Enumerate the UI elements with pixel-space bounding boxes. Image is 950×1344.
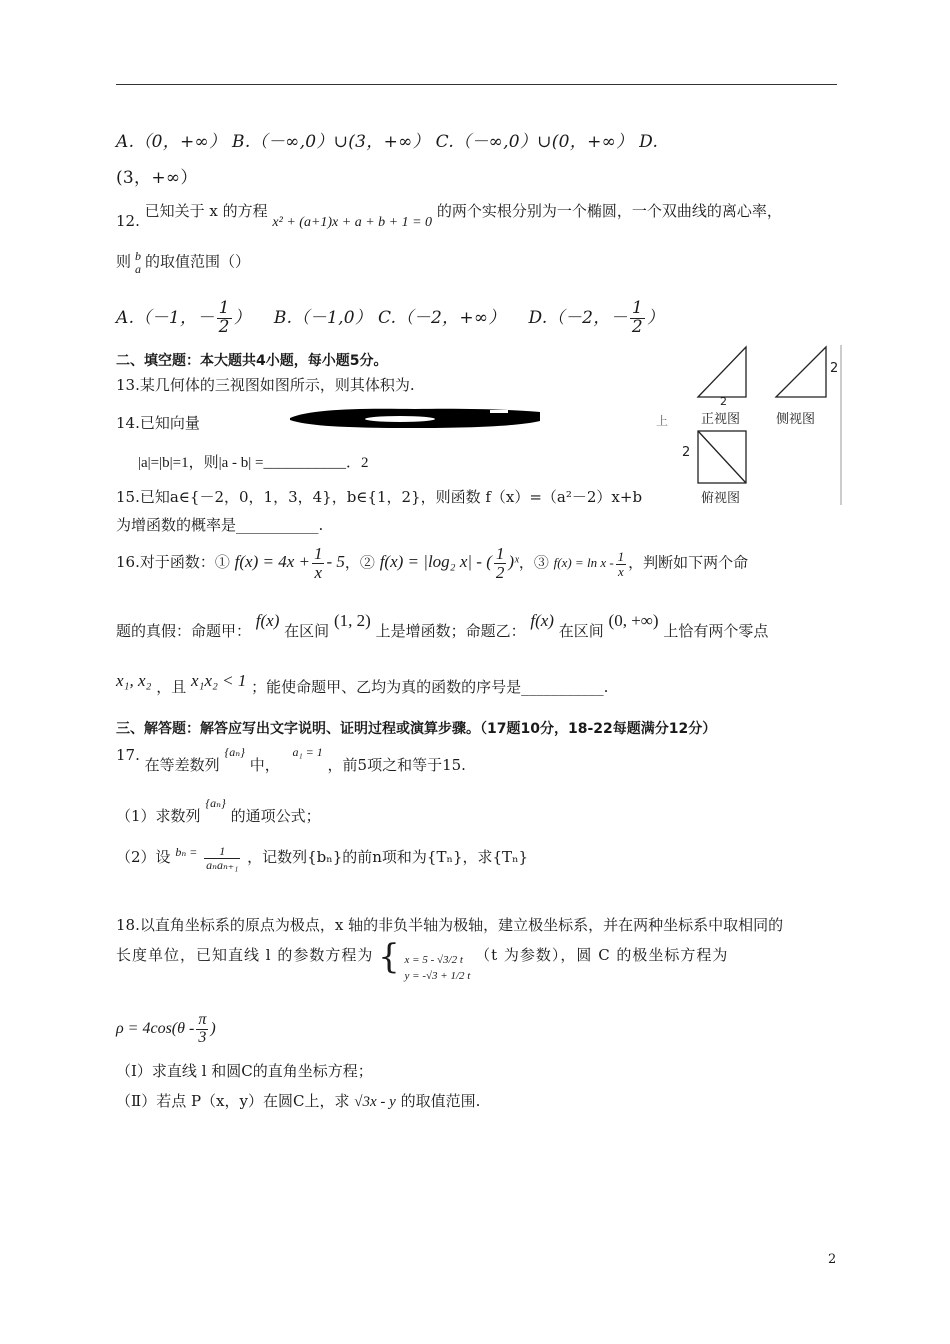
q17-bn: bₙ = [175, 845, 198, 860]
q12-line1 [116, 200, 782, 230]
q16-line2 [116, 611, 769, 641]
q12-option-b: B.（－1,0） [273, 307, 373, 328]
redacted-vector-expression [290, 407, 540, 429]
q16-zeros: x₁, x₂ [116, 671, 152, 690]
q16-func2: f(x) = |log₂ x| - ( $\frac{1}{2}$ )ˣ [379, 544, 519, 582]
q16-line1-end: ，判断如下两个命 [628, 553, 749, 572]
q12-text-pre: 已知关于 x 的方程 [144, 202, 268, 220]
page-number: 2 [828, 1252, 837, 1267]
q12-frac-den: a [135, 261, 142, 276]
q11-option-d-cont: (3，+∞） [116, 168, 198, 188]
q18-part2-b: 的取值范围. [400, 1092, 481, 1110]
q12-option-a: A.（－1，－ $\frac{1}{2}$ ） [116, 298, 252, 337]
q14-line1: 14.已知向量 [116, 414, 200, 432]
q16-fx-b: f(x) [530, 611, 554, 630]
q18-part2-expr: √3x - y [354, 1094, 396, 1110]
q18-polar-eq: ρ = 4cos(θ - $\frac{\pi}{3}$ ) [116, 1011, 216, 1046]
q17-text-b: 中， [249, 756, 280, 774]
q17-part1-seq: {aₙ} [205, 796, 226, 810]
q18-line2 [116, 937, 729, 985]
q16-interval-1: (1, 2) [333, 611, 371, 630]
q12-equation: x² + (a+1)x + a + b + 1 = 0 [272, 215, 433, 230]
q11-option-a: A.（0，+∞） [116, 132, 227, 152]
q17-part1-a: （1）求数列 [116, 807, 201, 825]
q17-seq: {aₙ} [224, 745, 245, 759]
q16-func3: f(x) = ln x - $\frac{1}{x}$ [553, 549, 625, 579]
q17-part2-a: （2）设 [116, 848, 171, 867]
q18-system-brace: { [378, 937, 400, 977]
q12-frac-num: b [135, 249, 142, 263]
q16-fx-a: f(x) [255, 611, 280, 630]
q18-system [405, 952, 471, 985]
three-view-figure [678, 345, 844, 507]
q17-part1 [116, 795, 321, 825]
section2-heading: 二、填空题：本大题共4小题，每小题5分。 [116, 353, 388, 369]
q16-and: ，且 [156, 678, 187, 696]
dim-side-right: 2 [830, 361, 839, 376]
q17-text-a: 在等差数列 [144, 756, 220, 774]
q14-line2: |a|=|b|=1，则|a - b| =___________．2 [138, 455, 369, 471]
dim-front-bottom: 2 [720, 395, 727, 408]
q17-number: 17. [116, 746, 140, 764]
q17-part2-b: ，记数列{bₙ}的前n项和为{Tₙ}，求{Tₙ} [247, 848, 529, 867]
q16-condition: x₁x₂ < 1 [191, 671, 247, 690]
q18-eq-x: x = 5 - √3/2 t [404, 953, 463, 966]
q17-line1 [116, 744, 466, 774]
q16-zeros-text: 上恰有两个零点 [663, 622, 769, 640]
q11-options-line [116, 127, 658, 152]
q12-options-line [116, 300, 664, 337]
q12-line2-pre: 则 [116, 252, 132, 271]
q16-interval-label-b: 在区间 [558, 622, 604, 640]
q17-a1: a₁ = 1 [292, 745, 323, 759]
q12-option-c: C.（－2，+∞） [377, 307, 506, 328]
q13-text: 13.某几何体的三视图如图所示，则其体积为. [116, 376, 415, 394]
q18-part2-a: （Ⅱ）若点 P（x，y）在圆C上，求 [116, 1092, 350, 1110]
section3-heading: 三、解答题：解答应写出文字说明、证明过程或演算步骤。（17题10分，18-22每题满分12分） [116, 721, 717, 737]
q15-line1: 15.已知a∈{－2，0，1，3，4}，b∈{1，2}，则函数 f（x）=（a²－2）x+b [116, 488, 643, 506]
q16-lead: 16.对于函数：① [116, 553, 230, 572]
q11-option-b: B.（－∞,0）∪(3，+∞） [232, 132, 430, 152]
q16-interval-label-a: 在区间 [284, 622, 330, 640]
q16-line3 [116, 671, 609, 697]
dim-top-left: 2 [682, 445, 691, 460]
q18-part1: （I）求直线 l 和圆C的直角坐标方程； [116, 1062, 373, 1080]
top-view-label: 俯视图 [701, 491, 741, 506]
q12-line2 [116, 250, 250, 275]
q16-sep3: ，③ [518, 553, 549, 572]
q12-text-post: 的两个实根分别为一个椭圆，一个双曲线的离心率， [436, 202, 782, 220]
q16-interval-2: (0, +∞) [608, 611, 659, 630]
q18-part2 [116, 1090, 480, 1111]
side-view-label: 侧视图 [776, 412, 816, 427]
header-rule [116, 84, 837, 85]
q11-option-c: C.（－∞,0）∪(0，+∞） [435, 132, 634, 152]
q16-sep2: ，② [344, 553, 375, 572]
q17-part1-b: 的通项公式； [230, 807, 321, 825]
q15-line2: 为增函数的概率是___________. [116, 516, 324, 534]
q12-line2-post: 的取值范围（） [145, 252, 251, 271]
q17-fraction: $\frac{1}{\text{aₙaₙ₊₁}}$ [206, 844, 239, 872]
q16-prop-a-label: 题的真假：命题甲： [116, 622, 252, 640]
front-view-label: 正视图 [701, 412, 741, 427]
q16-prop-b-label: 上是增函数；命题乙： [375, 622, 526, 640]
q17-text-c: ，前5项之和等于15. [327, 756, 466, 774]
q11-option-d: D. [639, 132, 659, 152]
q16-line1 [116, 545, 748, 582]
q12-option-d: D.（－2，－ $\frac{1}{2}$ ） [528, 298, 665, 337]
q12-number: 12. [116, 212, 140, 230]
q14-tail: 上 [656, 414, 669, 428]
q16-func1: f(x) = 4x + $\frac{1}{x}$ - 5 [234, 544, 345, 582]
q18-line2-b: （t 为参数），圆 C 的极坐标方程为 [475, 946, 729, 964]
q12-fraction [133, 250, 143, 275]
q18-eq-y: y = -√3 + 1/2 t [404, 970, 471, 982]
q17-part2 [116, 845, 528, 871]
q16-question: ；能使命题甲、乙均为真的函数的序号是___________. [251, 678, 609, 696]
q18-line2-a: 长度单位，已知直线 l 的参数方程为 [116, 946, 374, 964]
q18-line1: 18.以直角坐标系的原点为极点，x 轴的非负半轴为极轴，建立极坐标系，并在两种坐标系中取相同的 [116, 916, 784, 934]
